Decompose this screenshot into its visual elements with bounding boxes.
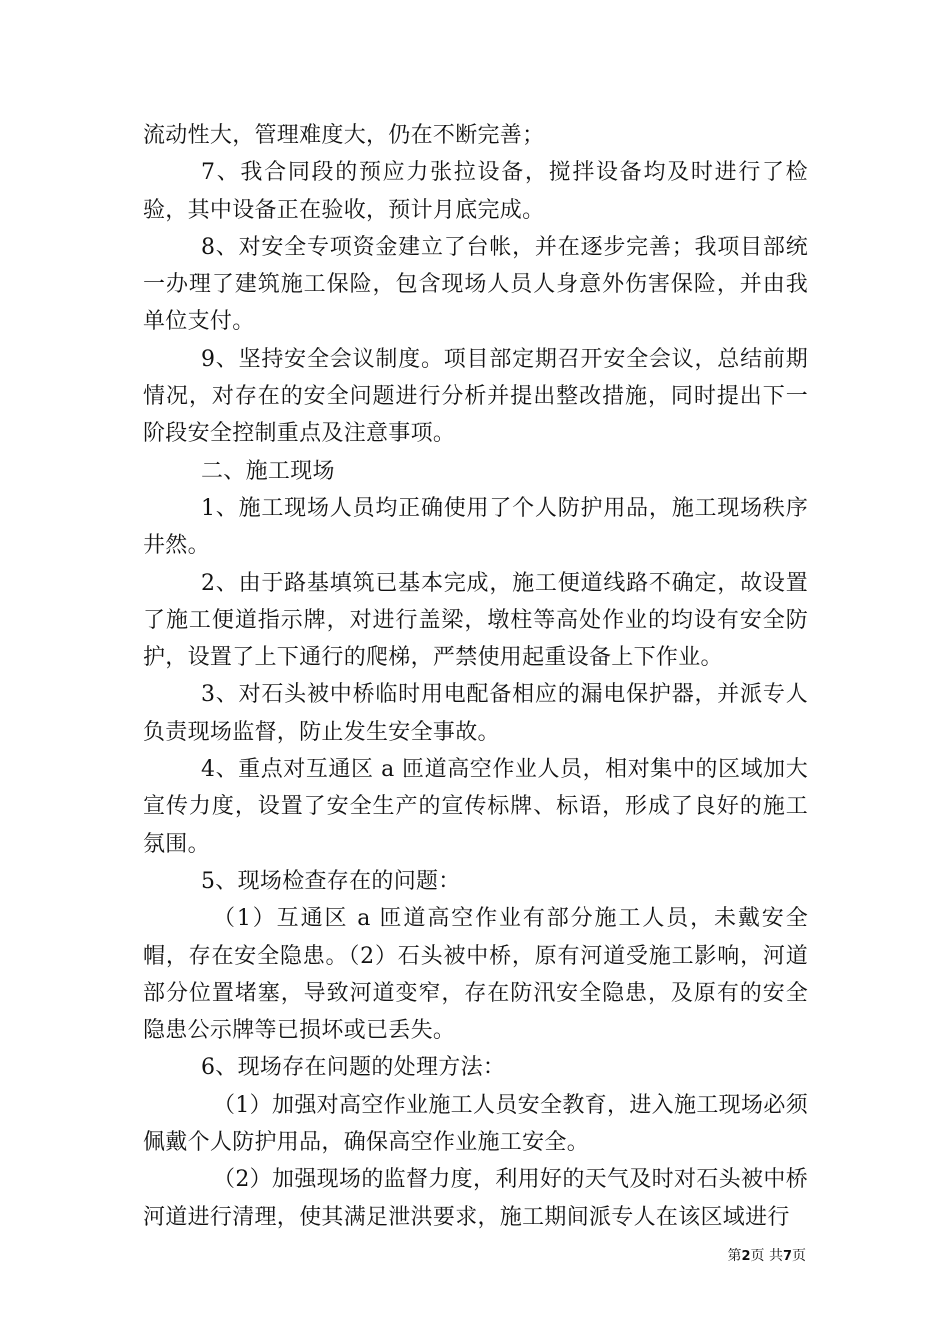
paragraph-site-4: 4、重点对互通区 a 匝道高空作业人员，相对集中的区域加大宣传力度，设置了安全生产的宣传标牌、标语，形成了良好的施工氛围。 bbox=[143, 757, 808, 857]
section-heading-construction-site: 二、施工现场 bbox=[201, 458, 335, 484]
footer-current-page: 2 bbox=[741, 1249, 751, 1264]
paragraph-site-1: 1、施工现场人员均正确使用了个人防护用品，施工现场秩序井然。 bbox=[143, 495, 808, 559]
paragraph-item-8: 8、对安全专项资金建立了台帐，并在逐步完善；我项目部统一办理了建筑施工保险，包含现场人员人身意外伤害保险，并由我单位支付。 bbox=[143, 234, 808, 335]
page-number-footer bbox=[727, 1245, 806, 1265]
paragraph-site-6-method-2: （2）加强现场的监督力度，利用好的天气及时对石头被中桥河道进行清理，使其满足泄洪要求，施工期间派专人在该区域进行 bbox=[143, 1167, 808, 1230]
document-body bbox=[143, 117, 808, 1236]
footer-total-pages: 7 bbox=[782, 1249, 792, 1264]
paragraph-site-2: 2、由于路基填筑已基本完成，施工便道线路不确定，故设置了施工便道指示牌，对进行盖梁，墩柱等高处作业的均设有安全防护，设置了上下通行的爬梯，严禁使用起重设备上下作业。 bbox=[143, 570, 808, 671]
paragraph-continued: 流动性大，管理难度大，仍在不断完善； bbox=[143, 123, 545, 148]
paragraph-item-7: 7、我合同段的预应力张拉设备，搅拌设备均及时进行了检验，其中设备正在验收，预计月底完成。 bbox=[143, 160, 808, 223]
footer-middle: 页 共 bbox=[750, 1248, 783, 1264]
paragraph-item-9: 9、坚持安全会议制度。项目部定期召开安全会议，总结前期情况，对存在的安全问题进行分析并提出整改措施，同时提出下一阶段安全控制重点及注意事项。 bbox=[143, 346, 808, 447]
paragraph-site-5-issues: （1）互通区 a 匝道高空作业有部分施工人员，未戴安全帽，存在安全隐患。（2）石头被中桥，原有河道受施工影响，河道部分位置堵塞，导致河道变窄，存在防汛安全隐患，及原有的安全隐患公示牌等已损坏或已丢失。 bbox=[143, 906, 808, 1044]
footer-prefix: 第 bbox=[727, 1248, 742, 1264]
paragraph-site-6: 6、现场存在问题的处理方法： bbox=[201, 1055, 506, 1081]
paragraph-site-3: 3、对石头被中桥临时用电配备相应的漏电保护器，并派专人负责现场监督，防止发生安全事故。 bbox=[143, 682, 808, 745]
footer-suffix: 页 bbox=[792, 1248, 806, 1264]
paragraph-site-5: 5、现场检查存在的问题： bbox=[201, 868, 461, 894]
paragraph-site-6-method-1: （1）加强对高空作业施工人员安全教育，进入施工现场必须佩戴个人防护用品，确保高空作业施工安全。 bbox=[143, 1092, 808, 1156]
